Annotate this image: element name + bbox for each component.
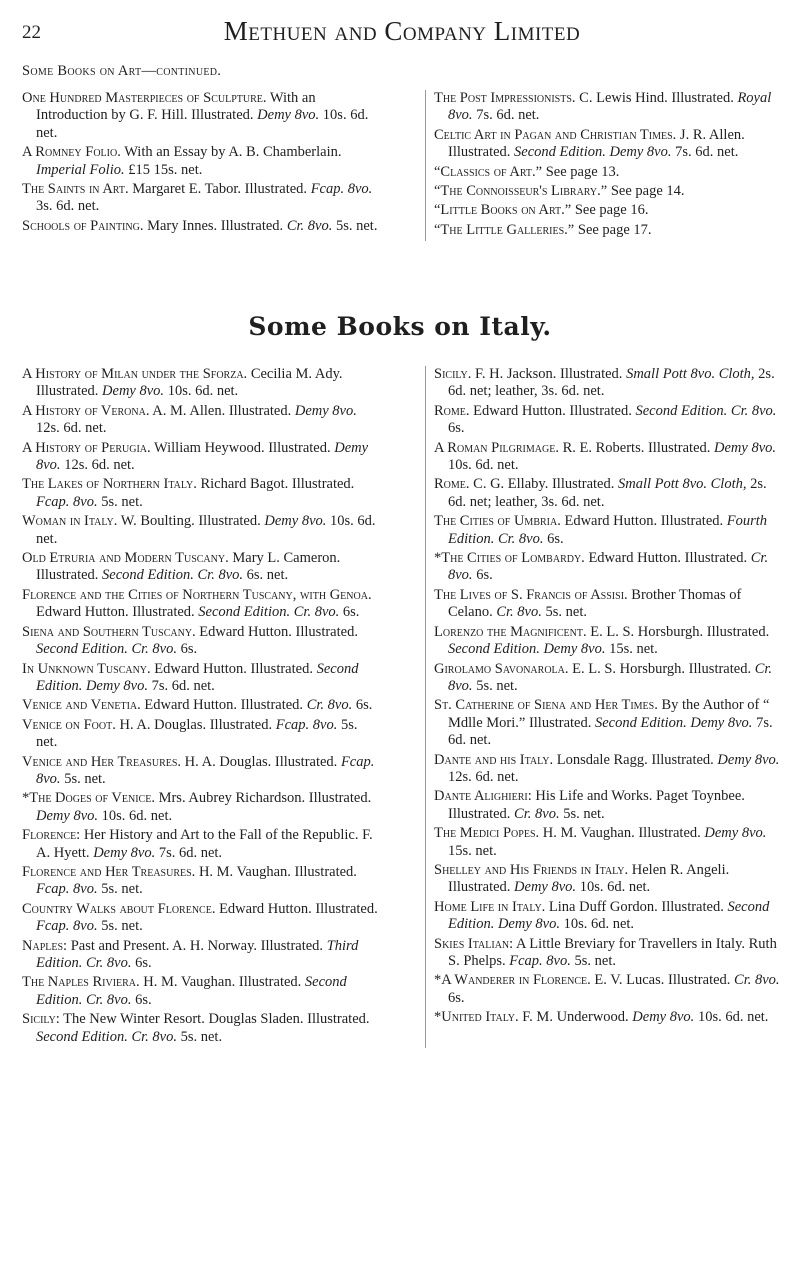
book-title: Country Walks about Florence. <box>22 900 216 917</box>
book-details: Richard Bagot. Illustrated. <box>196 476 355 493</box>
book-format: Second Edition. Demy 8vo. <box>448 641 606 658</box>
book-price: 10s. 6d. net. <box>694 1009 769 1026</box>
book-details: Past and Present. A. H. Norway. Illustrated. <box>67 937 327 954</box>
book-price: 10s. 6d. net. <box>164 383 239 400</box>
book-format: Cr. 8vo. <box>734 972 780 989</box>
book-details: H. M. Vaughan. Illustrated. <box>195 863 357 880</box>
book-format: Demy 8vo. <box>36 439 369 474</box>
book-price: 3s. 6d. net. <box>36 198 100 215</box>
italy-right-column <box>425 366 782 1048</box>
book-format: Fcap. 8vo. <box>509 953 571 969</box>
book-format: Second Edition. Demy 8vo. <box>448 898 770 933</box>
book-price: 5s. net. <box>472 677 518 694</box>
book-entry <box>434 222 782 239</box>
book-format: Demy 8vo. <box>36 807 99 824</box>
book-price: 10s. 6d. net. <box>576 879 651 896</box>
book-format: Fcap. 8vo. <box>36 753 375 787</box>
book-details: See page 17. <box>574 221 652 238</box>
book-details: J. R. Allen. Illustrated. <box>448 126 745 161</box>
book-details: Cecilia M. Ady. Illustrated. <box>36 366 343 400</box>
book-price: 6s. net. <box>243 567 289 584</box>
book-format: Demy 8vo. <box>93 844 156 861</box>
book-details: C. Lewis Hind. Illustrated. <box>575 90 738 106</box>
book-details: Edward Hutton. Illustrated. <box>469 402 636 419</box>
book-entry <box>434 550 782 585</box>
book-format: Third Edition. Cr. 8vo. <box>36 937 359 971</box>
book-price: 2s. 6d. net; leather, 3s. 6d. net. <box>448 476 767 510</box>
book-entry <box>434 697 782 749</box>
book-entry <box>22 717 378 752</box>
book-title: Shelley and His Friends in Italy. <box>434 861 629 878</box>
book-price: 7s. 6d. net. <box>155 844 223 861</box>
book-title: *United Italy. <box>434 1009 519 1026</box>
book-format: Second Edition. Cr. 8vo. <box>36 641 177 658</box>
book-entry <box>434 862 782 897</box>
book-price: 5s. net. <box>60 770 106 787</box>
page-title: Methuen and Company Limited <box>223 16 581 46</box>
art-books-columns <box>22 90 782 241</box>
book-entry <box>22 403 378 438</box>
book-title: The Medici Popes. <box>434 825 540 842</box>
book-entry <box>22 90 378 142</box>
book-entry <box>434 476 782 511</box>
book-title: “The Connoisseur's Library.” <box>434 183 608 200</box>
book-format: Fourth Edition. Cr. 8vo. <box>448 513 768 547</box>
book-title: Woman in Italy. <box>22 513 118 530</box>
book-details: Edward Hutton. Illustrated. <box>560 513 727 530</box>
book-format: Second Edition. Cr. 8vo. <box>198 604 340 621</box>
book-title: Old Etruria and Modern Tuscany. <box>22 550 229 567</box>
book-price: 10s. 6d. net. <box>36 513 376 547</box>
book-entry <box>22 476 378 511</box>
book-price: 15s. net. <box>605 641 658 658</box>
book-format: Second Edition. Demy 8vo. <box>594 714 753 731</box>
book-details: The New Winter Resort. Douglas Sladen. Illustrated. <box>59 1011 370 1028</box>
book-entry <box>22 901 378 936</box>
book-title: Skies Italian: <box>434 935 514 952</box>
book-entry <box>22 218 378 235</box>
book-title: A History of Verona. <box>22 402 150 419</box>
book-format: Demy 8vo. <box>264 513 327 530</box>
book-entry <box>434 972 782 1007</box>
book-format: Cr. 8vo. <box>496 604 542 621</box>
book-entry <box>22 697 378 714</box>
book-price: 12s. 6d. net. <box>36 420 107 437</box>
book-entry <box>434 752 782 787</box>
book-format: Demy 8vo. <box>514 879 577 896</box>
book-format: Cr. 8vo. <box>286 217 333 234</box>
book-format: Second Edition. Cr. 8vo. <box>36 974 347 1008</box>
book-entry <box>434 788 782 823</box>
book-price: 5s. net. <box>97 918 143 935</box>
book-details: With an Introduction by G. F. Hill. Illustrated. <box>36 90 316 124</box>
book-price: £15 15s. net. <box>124 161 203 178</box>
book-format: Imperial Folio. <box>36 161 125 178</box>
italy-section-heading: Some Books on Italy. <box>248 312 552 341</box>
book-title: Florence and the Cities of Northern Tuscany, with Genoa. <box>22 586 372 603</box>
book-details: Edward Hutton. Illustrated. <box>215 900 378 917</box>
book-details: H. A. Douglas. Illustrated. <box>115 716 276 733</box>
book-title: “Little Books on Art.” <box>434 202 572 219</box>
book-price: 5s. net. <box>332 217 378 234</box>
book-format: Demy 8vo. <box>102 383 165 400</box>
page-number: 22 <box>22 22 41 43</box>
book-format: Demy 8vo. <box>717 751 780 768</box>
book-details: William Heywood. Illustrated. <box>150 439 335 456</box>
book-entry <box>22 974 378 1009</box>
book-details: W. Boulting. Illustrated. <box>117 513 265 530</box>
book-title: The Lakes of Northern Italy. <box>22 476 197 493</box>
book-format: Second Edition. Cr. 8vo. <box>635 402 777 419</box>
book-price: 2s. 6d. net; leather, 3s. 6d. net. <box>448 366 775 400</box>
book-price: 5s. net. <box>36 716 358 751</box>
book-entry <box>434 587 782 622</box>
book-price: 5s. net. <box>97 493 143 510</box>
book-title: A Romney Folio. <box>22 144 121 161</box>
book-title: Venice on Foot. <box>22 716 116 733</box>
book-price: 6s. <box>131 955 152 971</box>
book-details: E. L. S. Horsburgh. Illustrated. <box>568 660 755 677</box>
book-details: Edward Hutton. Illustrated. <box>140 697 307 714</box>
book-entry <box>434 202 782 219</box>
book-title: Rome. <box>434 402 470 419</box>
book-title: Venice and Her Treasures. <box>22 753 182 770</box>
book-entry <box>22 440 378 475</box>
book-title: Home Life in Italy. <box>434 898 546 915</box>
book-format: Second Edition. Demy 8vo. <box>514 144 672 161</box>
book-title: Lorenzo the Magnificent. <box>434 623 587 640</box>
book-title: St. Catherine of Siena and Her Times. <box>434 697 658 714</box>
book-price: 6s. <box>543 530 564 547</box>
book-entry <box>434 403 782 438</box>
book-title: The Saints in Art. <box>22 181 129 198</box>
book-title: Dante and his Italy. <box>434 751 554 768</box>
book-details: Mary L. Cameron. Illustrated. <box>36 550 341 584</box>
book-title: A Roman Pilgrimage. <box>434 439 559 456</box>
book-price: 5s. net. <box>559 805 605 822</box>
page-header <box>22 14 782 54</box>
book-details: Edward Hutton. Illustrated. <box>195 623 358 640</box>
book-entry <box>434 164 782 181</box>
book-details: R. E. Roberts. Illustrated. <box>558 439 714 456</box>
book-title: Sicily. <box>434 366 472 382</box>
book-entry <box>434 1009 782 1026</box>
book-price: 5s. net. <box>570 953 616 969</box>
book-price: 12s. 6d. net. <box>60 457 135 474</box>
book-format: Cr. 8vo. <box>448 660 773 694</box>
book-format: Fcap. 8vo. <box>36 881 98 898</box>
book-format: Demy 8vo. <box>714 439 777 456</box>
book-price: 5s. net. <box>176 1028 223 1045</box>
italy-books-columns <box>22 366 782 1048</box>
book-title: *The Cities of Lombardy. <box>434 550 585 567</box>
book-details: E. V. Lucas. Illustrated. <box>590 972 735 989</box>
book-price: 6s. <box>131 991 152 1008</box>
book-entry <box>22 790 378 825</box>
book-format: Cr. 8vo. <box>306 697 353 714</box>
book-entry <box>22 513 378 548</box>
book-title: A History of Perugia. <box>22 439 151 456</box>
book-title: Florence and Her Treasures. <box>22 863 196 880</box>
book-format: Second Edition. Cr. 8vo. <box>36 1028 177 1045</box>
book-price: 6s. <box>352 697 373 714</box>
book-format: Small Pott 8vo. Cloth, <box>626 366 755 382</box>
book-details: See page 13. <box>542 163 620 180</box>
book-details: H. M. Vaughan. Illustrated. <box>139 974 305 991</box>
book-price: 6s. <box>339 604 360 621</box>
book-format: Demy 8vo. <box>294 402 357 419</box>
book-format: Second Edition. Demy 8vo. <box>36 660 359 694</box>
book-format: Small Pott 8vo. Cloth, <box>618 476 747 493</box>
book-format: Fcap. 8vo. <box>36 918 98 935</box>
book-details: Edward Hutton. Illustrated. <box>150 660 317 677</box>
book-details: Margaret E. Tabor. Illustrated. <box>128 181 311 198</box>
book-details: A Little Breviary for Travellers in Italy. Ruth S. Phelps. <box>448 935 777 969</box>
book-price: 10s. 6d. net. <box>98 807 173 824</box>
book-entry <box>22 827 378 862</box>
book-title: “Classics of Art.” <box>434 163 543 180</box>
book-format: Fcap. 8vo. <box>36 493 98 510</box>
book-details: A. M. Allen. Illustrated. <box>149 402 295 419</box>
book-entry <box>434 366 782 401</box>
book-price: 10s. 6d. net. <box>36 107 369 141</box>
art-right-column <box>425 90 782 241</box>
book-title: The Cities of Umbria. <box>434 513 561 530</box>
book-details: C. G. Ellaby. Illustrated. <box>469 476 618 493</box>
book-title: The Lives of S. Francis of Assisi. <box>434 586 628 603</box>
book-details: Her History and Art to the Fall of the Republic. F. A. Hyett. <box>36 827 373 861</box>
book-details: Mary Innes. Illustrated. <box>143 217 287 234</box>
book-entry <box>434 899 782 934</box>
book-details: Helen R. Angeli. Illustrated. <box>448 861 730 896</box>
book-title: Venice and Venetia. <box>22 697 141 714</box>
book-title: In Unknown Tuscany. <box>22 660 151 677</box>
book-price: 6s. <box>448 989 465 1006</box>
book-title: Celtic Art in Pagan and Christian Times. <box>434 126 677 143</box>
book-price: 7s. 6d. net. <box>448 714 773 749</box>
book-entry <box>22 864 378 899</box>
book-format: Cr. 8vo. <box>448 550 769 584</box>
book-entry <box>22 661 378 696</box>
book-entry <box>434 513 782 548</box>
book-details: Lina Duff Gordon. Illustrated. <box>545 898 728 915</box>
book-price: 15s. net. <box>448 842 497 859</box>
book-entry <box>434 127 782 162</box>
book-details: See page 16. <box>571 202 649 219</box>
book-entry <box>22 550 378 585</box>
book-details: H. A. Douglas. Illustrated. <box>181 753 341 770</box>
book-entry <box>22 624 378 659</box>
book-details: Edward Hutton. Illustrated. <box>36 604 199 621</box>
italy-left-column <box>22 366 378 1048</box>
book-entry <box>434 440 782 475</box>
book-price: 5s. net. <box>97 881 143 898</box>
book-format: Royal 8vo. <box>448 90 772 124</box>
book-details: Brother Thomas of Celano. <box>448 586 742 621</box>
book-title: A History of Milan under the Sforza. <box>22 366 248 382</box>
book-title: *A Wanderer in Florence. <box>434 972 591 989</box>
book-entry <box>434 183 782 200</box>
book-price: 6s. <box>448 420 465 437</box>
book-price: 7s. 6d. net. <box>671 144 739 161</box>
book-details: E. L. S. Horsburgh. Illustrated. <box>586 623 770 640</box>
book-entry <box>434 825 782 860</box>
book-title: *The Doges of Venice. <box>22 790 155 807</box>
art-left-column <box>22 90 378 241</box>
book-details: Lonsdale Ragg. Illustrated. <box>553 751 718 768</box>
book-entry <box>22 181 378 216</box>
book-format: Fcap. 8vo. <box>310 181 373 198</box>
book-entry <box>434 624 782 659</box>
book-price: 10s. 6d. net. <box>559 916 635 933</box>
book-title: Rome. <box>434 476 470 493</box>
book-title: The Naples Riviera. <box>22 974 140 991</box>
book-entry <box>22 366 378 401</box>
book-title: One Hundred Masterpieces of Sculpture. <box>22 90 267 106</box>
book-format: Fcap. 8vo. <box>275 716 338 733</box>
book-title: Siena and Southern Tuscany. <box>22 623 196 640</box>
art-section-heading: Some Books on Art—continued. <box>22 63 222 79</box>
book-entry <box>434 661 782 696</box>
book-format: Demy 8vo. <box>257 107 320 124</box>
book-entry <box>22 1011 378 1046</box>
book-details: With an Essay by A. B. Chamberlain. <box>120 144 342 161</box>
book-details: See page 14. <box>607 183 685 200</box>
book-title: Sicily: <box>22 1011 60 1028</box>
book-title: The Post Impressionists. <box>434 90 576 106</box>
book-format: Cr. 8vo. <box>514 805 560 822</box>
book-entry <box>434 90 782 125</box>
book-price: 12s. 6d. net. <box>448 768 519 785</box>
book-price: 5s. net. <box>541 604 587 621</box>
book-price: 7s. 6d. net. <box>147 677 215 694</box>
book-details: By the Author of “ Mdlle Mori.” Illustrated. <box>448 697 770 731</box>
book-format: Demy 8vo. <box>704 825 767 842</box>
book-details: His Life and Works. Paget Toynbee. Illustrated. <box>448 788 745 822</box>
book-details: F. M. Underwood. <box>518 1009 633 1026</box>
book-entry <box>22 587 378 622</box>
book-title: Naples: <box>22 937 68 954</box>
book-entry <box>22 754 378 789</box>
book-price: 6s. <box>472 567 493 584</box>
book-format: Demy 8vo. <box>632 1009 695 1026</box>
book-title: Girolamo Savonarola. <box>434 660 569 677</box>
book-price: 10s. 6d. net. <box>448 457 519 474</box>
book-price: 6s. <box>176 641 198 658</box>
book-entry <box>22 938 378 973</box>
book-title: Florence: <box>22 827 81 844</box>
book-format: Second Edition. Cr. 8vo. <box>102 567 244 584</box>
book-title: Dante Alighieri: <box>434 788 532 805</box>
book-entry <box>434 936 782 971</box>
book-price: 7s. 6d. net. <box>472 107 540 124</box>
book-details: Mrs. Aubrey Richardson. Illustrated. <box>154 790 372 807</box>
book-details: Edward Hutton. Illustrated. <box>584 550 751 567</box>
book-title: Schools of Painting. <box>22 217 144 234</box>
book-entry <box>22 144 378 179</box>
book-details: H. M. Vaughan. Illustrated. <box>539 825 705 842</box>
book-title: “The Little Galleries.” <box>434 221 575 238</box>
book-details: F. H. Jackson. Illustrated. <box>471 366 627 382</box>
